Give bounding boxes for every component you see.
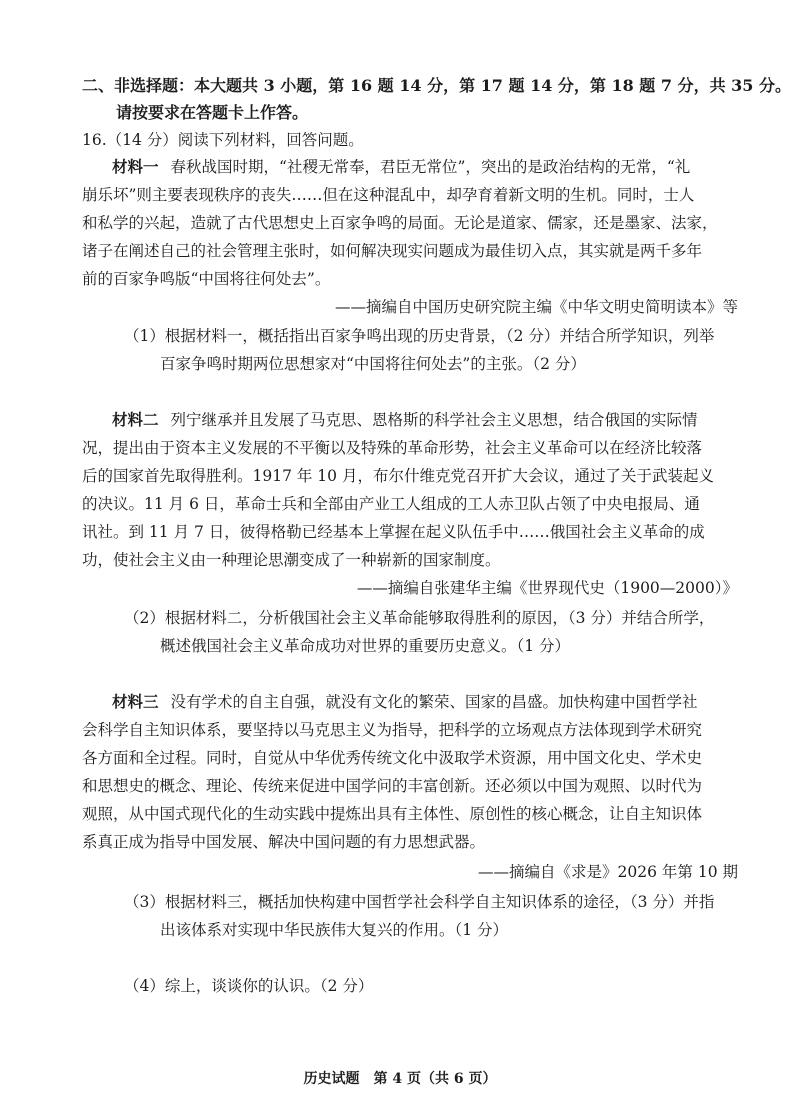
material1-source: ——摘编自中国历史研究院主编《中华文明史简明读本》等 xyxy=(334,298,738,316)
sub-question2-line2: 概述俄国社会主义革命成功对世界的重要历史意义。（1 分） xyxy=(160,637,571,655)
material3-line4: 和思想史的概念、理论、传统来促进中国学问的丰富创新。还必须以中国为观照、以时代为 xyxy=(82,777,703,795)
sub-question4: （4）综上，谈谈你的认识。（2 分） xyxy=(124,977,374,995)
material2-label: 材料二 xyxy=(112,410,159,429)
material3-label: 材料三 xyxy=(112,692,159,711)
material3-line5: 观照，从中国式现代化的生动实践中提炼出具有主体性、原创性的核心概念，让自主知识体 xyxy=(82,805,703,823)
material1-label: 材料一 xyxy=(112,157,159,176)
material3-line3: 各方面和全过程。同时，自觉从中华优秀传统文化中汲取学术资源，用中国文化史、学术史 xyxy=(82,749,703,767)
material1-text: 春秋战国时期，“社稷无常奉，君臣无常位”，突出的是政治结构的无常，“礼 xyxy=(170,158,691,176)
sub-question2-line1: （2）根据材料二，分析俄国社会主义革命能够取得胜利的原因，（3 分）并结合所学， xyxy=(124,609,715,627)
material3-source: ——摘编自《求是》2026 年第 10 期 xyxy=(478,863,738,881)
material3-text: 没有学术的自主自强，就没有文化的繁荣、国家的昌盛。加快构建中国哲学社 xyxy=(170,693,698,711)
material2-line4: 的决议。11 月 6 日，革命士兵和全部由产业工人组成的工人赤卫队占领了中央电报局、通 xyxy=(82,495,700,513)
sub-question3-line2: 出该体系对实现中华民族伟大复兴的作用。（1 分） xyxy=(160,921,509,939)
sub-question1-line1: （1）根据材料一，概括指出百家争鸣出现的历史背景，（2 分）并结合所学知识，列举 xyxy=(124,327,715,345)
page-footer: 历史试题 第 4 页（共 6 页） xyxy=(303,1071,497,1087)
section-header-line2: 请按要求在答题卡上作答。 xyxy=(116,103,309,122)
material1-line3: 和私学的兴起，造就了古代思想史上百家争鸣的局面。无论是道家、儒家，还是墨家、法家， xyxy=(82,214,718,232)
material3-line6: 系真正成为指导中国发展、解决中国问题的有力思想武器。 xyxy=(82,833,486,851)
material3-line2: 会科学自主知识体系，要坚持以马克思主义为指导，把科学的立场观点方法体现到学术研究 xyxy=(82,721,703,739)
sub-question3-line1: （3）根据材料三，概括加快构建中国哲学社会科学自主知识体系的途径，（3 分）并指 xyxy=(124,893,715,911)
question-intro: 16.（14 分）阅读下列材料，回答问题。 xyxy=(82,131,364,149)
material2-line5: 讯社。到 11 月 7 日，彼得格勒已经基本上掌握在起义队伍手中……俄国社会主义革命的成 xyxy=(82,523,705,541)
material2-line6: 功，使社会主义由一种理论思潮变成了一种崭新的国家制度。 xyxy=(82,551,501,569)
sub-question1-line2: 百家争鸣时期两位思想家对“中国将往何处去”的主张。（2 分） xyxy=(160,355,586,373)
material1-line4: 诸子在阐述自己的社会管理主张时，如何解决现实问题成为最佳切入点，其实就是两千多年 xyxy=(82,242,703,260)
material2-source: ——摘编自张建华主编《世界现代史（1900—2000）》 xyxy=(356,579,738,597)
material2-line3: 后的国家首先取得胜利。1917 年 10 月，布尔什维克党召开扩大会议，通过了关于武装起义 xyxy=(82,467,714,485)
material1-line5: 前的百家争鸣版“中国将往何处去”。 xyxy=(82,270,331,288)
material2-line1 xyxy=(112,410,698,430)
material2-text: 列宁继承并且发展了马克思、恩格斯的科学社会主义思想，结合俄国的实际情 xyxy=(170,411,698,429)
material3-line1 xyxy=(112,692,698,712)
material2-line2: 况，提出由于资本主义发展的不平衡以及特殊的革命形势，社会主义革命可以在经济比较落 xyxy=(82,439,703,457)
material1-line1 xyxy=(112,157,690,177)
material1-line2: 崩乐坏”则主要表现秩序的丧失……但在这种混乱中，却孕育着新文明的生机。同时，士人 xyxy=(82,186,695,204)
section-header-line1: 二、非选择题：本大题共 3 小题，第 16 题 14 分，第 17 题 14 分，第 18 题 7 分，共 35 分。 xyxy=(82,76,791,95)
